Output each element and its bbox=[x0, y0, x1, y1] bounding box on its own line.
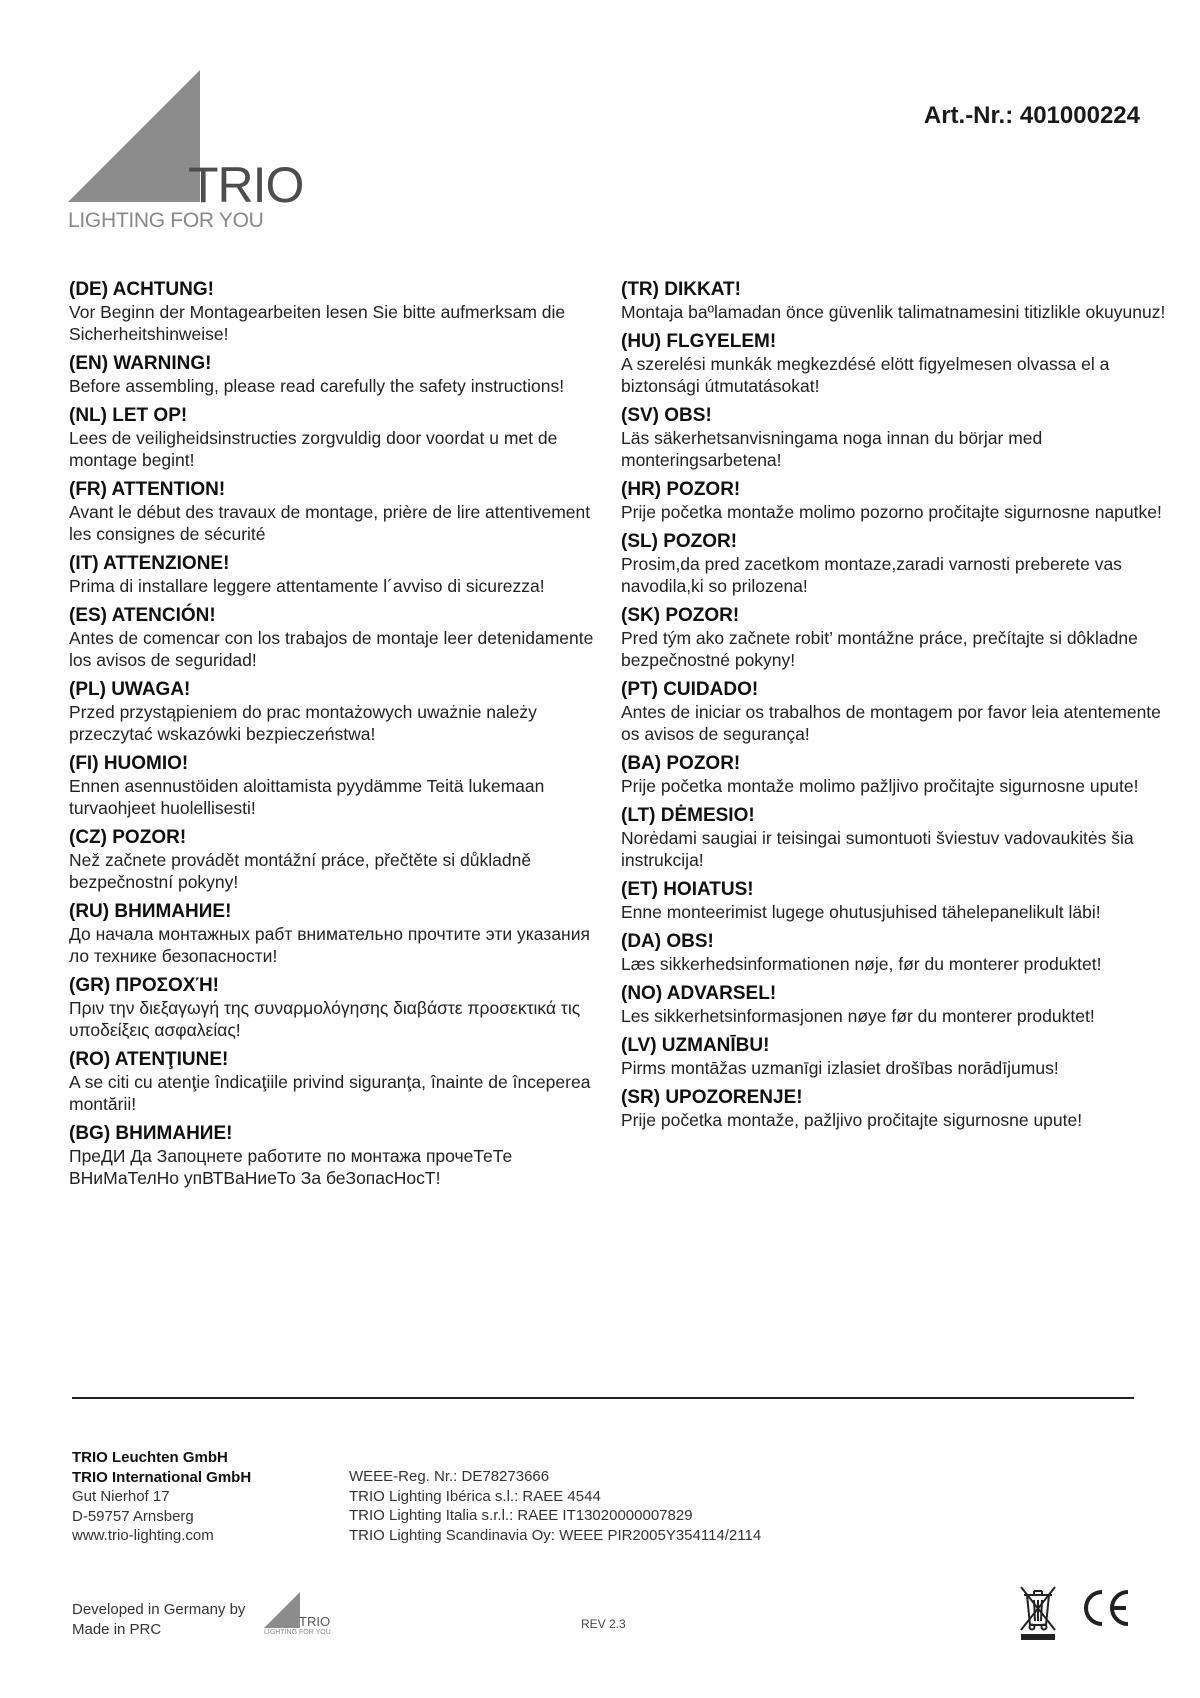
warning-text: Prije početka montaže, pažljivo pročitajte sigurnosne upute! bbox=[621, 1110, 1083, 1130]
origin-info bbox=[72, 1600, 245, 1640]
warning-text: Avant le début des travaux de montage, prière de lire attentivement les consignes de sécurité bbox=[69, 502, 591, 544]
warning-text: Prosim,da pred zacetkom montaze,zaradi varnosti preberete vas navodila,ki so prilozena! bbox=[621, 554, 1122, 596]
warning-text: Vor Beginn der Montagearbeiten lesen Sie bitte aufmerksam die Sicherheitshinweise! bbox=[69, 302, 566, 344]
company-address bbox=[72, 1448, 251, 1546]
warning-heading: (TR) DIKKAT! bbox=[621, 279, 741, 300]
warning-section bbox=[69, 1122, 599, 1189]
mini-logo-tagline: LIGHTING FOR YOU bbox=[264, 1629, 331, 1636]
warning-text: Przed przystąpieniem do prac montażowych uważnie należy przeczytać wskazówki bezpieczeństwa! bbox=[69, 702, 537, 744]
warning-text: Montaja baºlamadan önce güvenlik talimatnamesini titizlikle okuyunuz! bbox=[621, 302, 1166, 322]
warning-section bbox=[621, 478, 1166, 523]
warning-text: Prima di installare leggere attentamente l´avviso di sicurezza! bbox=[69, 576, 545, 596]
warning-section bbox=[69, 404, 599, 471]
warning-section bbox=[69, 826, 599, 893]
warning-heading: (DE) ACHTUNG! bbox=[69, 279, 214, 300]
made-in-text: Made in PRC bbox=[72, 1621, 162, 1638]
warning-text: Läs säkerhetsanvisningama noga innan du börjar med monteringsarbetena! bbox=[621, 428, 1043, 470]
company-name: TRIO International GmbH bbox=[72, 1468, 252, 1486]
article-number: Art.-Nr.: 401000224 bbox=[923, 102, 1140, 129]
warning-section bbox=[621, 930, 1166, 975]
warnings-right-column bbox=[621, 278, 1166, 1138]
warning-heading: (BG) ВНИМАНИЕ! bbox=[69, 1123, 233, 1144]
warning-text: Než začnete provádět montážní práce, přečtěte si důkladně bezpečnostní pokyny! bbox=[69, 850, 532, 892]
warning-heading: (SL) POZOR! bbox=[621, 531, 738, 552]
weee-line: TRIO Lighting Ibérica s.l.: RAEE 4544 bbox=[349, 1487, 601, 1505]
warning-section bbox=[621, 982, 1166, 1027]
revision-label: REV 2.3 bbox=[581, 1617, 626, 1631]
warning-section bbox=[69, 352, 599, 397]
warning-text: Les sikkerhetsinformasjonen nøye før du monterer produktet! bbox=[621, 1006, 1095, 1026]
warning-section bbox=[621, 330, 1166, 397]
logo-brand: TRIO bbox=[188, 157, 304, 213]
weee-line: TRIO Lighting Scandinavia Oy: WEEE PIR2005Y354114/2114 bbox=[349, 1526, 762, 1544]
warning-heading: (SV) OBS! bbox=[621, 405, 712, 426]
warning-text: Prije početka montaže molimo pozorno pročitajte sigurnosne naputke! bbox=[621, 502, 1162, 522]
warning-section bbox=[621, 804, 1166, 871]
mini-logo-brand: TRIO bbox=[299, 1614, 331, 1629]
warning-section bbox=[621, 752, 1166, 797]
warning-heading: (FR) ATTENTION! bbox=[69, 479, 226, 500]
warnings-left-column bbox=[69, 278, 599, 1196]
warning-section bbox=[69, 900, 599, 967]
warning-heading: (FI) HUOMIO! bbox=[69, 753, 189, 774]
weee-registrations bbox=[349, 1467, 761, 1545]
warning-section bbox=[621, 278, 1166, 323]
warning-section bbox=[69, 678, 599, 745]
weee-crossed-bin-icon bbox=[1018, 1583, 1058, 1641]
warning-text: До начала монтажных рабт внимательно прочтите эти указания ло технике безопасности! bbox=[69, 924, 590, 966]
warning-heading: (LV) UZMANĪBU! bbox=[621, 1035, 770, 1056]
warning-text: Pred tým ako začnete robit’ montážne práce, prečítajte si dôkladne bezpečnostné pokyny! bbox=[621, 628, 1138, 670]
warning-heading: (ET) HOIATUS! bbox=[621, 879, 754, 900]
warning-text: A se citi cu atenţie îndicaţiile privind siguranţa, înainte de începerea montării! bbox=[69, 1072, 591, 1114]
warning-heading: (RO) ATENŢIUNE! bbox=[69, 1049, 229, 1070]
warning-section bbox=[621, 604, 1166, 671]
trio-logo bbox=[68, 70, 308, 240]
developed-text: Developed in Germany by bbox=[72, 1601, 246, 1618]
company-name: TRIO Leuchten GmbH bbox=[72, 1449, 228, 1466]
city-address: D-59757 Arnsberg bbox=[72, 1507, 194, 1525]
warning-section bbox=[69, 278, 599, 345]
warning-section bbox=[69, 1048, 599, 1115]
warning-heading: (EN) WARNING! bbox=[69, 353, 212, 374]
warning-heading: (HU) FLGYELEM! bbox=[621, 331, 777, 352]
trio-mini-logo bbox=[264, 1592, 336, 1636]
warning-section bbox=[69, 974, 599, 1041]
warning-text: Lees de veiligheidsinstructies zorgvuldig door voordat u met de montage begint! bbox=[69, 428, 558, 470]
footer-divider bbox=[72, 1397, 1134, 1399]
warning-heading: (SR) UPOZORENJE! bbox=[621, 1087, 803, 1108]
warning-heading: (IT) ATTENZIONE! bbox=[69, 553, 230, 574]
warning-text: Ennen asennustöiden aloittamista pyydämme Teitä lukemaan turvaohjeet huolellisesti! bbox=[69, 776, 545, 818]
warning-section bbox=[621, 678, 1166, 745]
warning-text: Enne monteerimist lugege ohutusjuhised tähelepanelikult läbi! bbox=[621, 902, 1101, 922]
weee-line: TRIO Lighting Italia s.r.l.: RAEE IT13020000007829 bbox=[349, 1507, 693, 1524]
warning-section bbox=[621, 404, 1166, 471]
warning-section bbox=[69, 604, 599, 671]
warning-text: Norėdami saugiai ir teisingai sumontuoti šviestuv vadovaukitės šia instrukcija! bbox=[621, 828, 1134, 870]
warning-heading: (SK) POZOR! bbox=[621, 605, 740, 626]
warning-heading: (ES) ATENCIÓN! bbox=[69, 605, 216, 626]
street-address: Gut Nierhof 17 bbox=[72, 1488, 170, 1505]
warning-text: Prije početka montaže molimo pažljivo pročitajte sigurnosne upute! bbox=[621, 776, 1139, 796]
warning-heading: (GR) ΠΡΟΣΟΧΉ! bbox=[69, 975, 219, 996]
ce-mark-icon bbox=[1082, 1588, 1132, 1628]
warning-section bbox=[621, 878, 1166, 923]
warning-text: Antes de iniciar os trabalhos de montagem por favor leia atentemente os avisos de segurança! bbox=[621, 702, 1161, 744]
warning-section bbox=[621, 1086, 1166, 1131]
warning-text: Antes de comencar con los trabajos de montaje leer detenidamente los avisos de seguridad! bbox=[69, 628, 594, 670]
warning-heading: (NL) LET OP! bbox=[69, 405, 188, 426]
warning-heading: (BA) POZOR! bbox=[621, 753, 741, 774]
warning-text: Before assembling, please read carefully the safety instructions! bbox=[69, 376, 565, 396]
warning-heading: (RU) ВНИМАНИЕ! bbox=[69, 901, 232, 922]
warning-heading: (NO) ADVARSEL! bbox=[621, 983, 777, 1004]
warning-text: Πριν την διεξαγωγή της συναρμολόγησης διαβάστε προσεκτικά τις υποδείξεις ασφαλείας! bbox=[69, 998, 581, 1040]
warning-heading: (LT) DĖMESIO! bbox=[621, 805, 755, 826]
warning-section bbox=[621, 1034, 1166, 1079]
warning-section bbox=[69, 478, 599, 545]
website-text: www.trio-lighting.com bbox=[72, 1527, 214, 1544]
warning-text: A szerelési munkák megkezdésé elött figyelmesen olvassa el a biztonsági útmutatásokat! bbox=[621, 354, 1110, 396]
warning-heading: (DA) OBS! bbox=[621, 931, 714, 952]
warning-section bbox=[69, 752, 599, 819]
warning-heading: (PL) UWAGA! bbox=[69, 679, 191, 700]
warning-heading: (PT) CUIDADO! bbox=[621, 679, 759, 700]
warning-section bbox=[621, 530, 1166, 597]
warning-text: Pirms montāžas uzmanīgi izlasiet drošības norādījumus! bbox=[621, 1058, 1059, 1078]
warning-heading: (HR) POZOR! bbox=[621, 479, 741, 500]
logo-tagline: LIGHTING FOR YOU bbox=[68, 209, 264, 232]
weee-line: WEEE-Reg. Nr.: DE78273666 bbox=[349, 1468, 550, 1485]
warning-text: Læs sikkerhedsinformationen nøje, før du monterer produktet! bbox=[621, 954, 1102, 974]
warning-section bbox=[69, 552, 599, 597]
warning-heading: (CZ) POZOR! bbox=[69, 827, 187, 848]
warning-text: ПреДИ Да Запоцнете работите по монтажа прочеТеТе ВНиМаТелНо упВТВаНиеТо За беЗопасНосТ! bbox=[69, 1146, 513, 1188]
